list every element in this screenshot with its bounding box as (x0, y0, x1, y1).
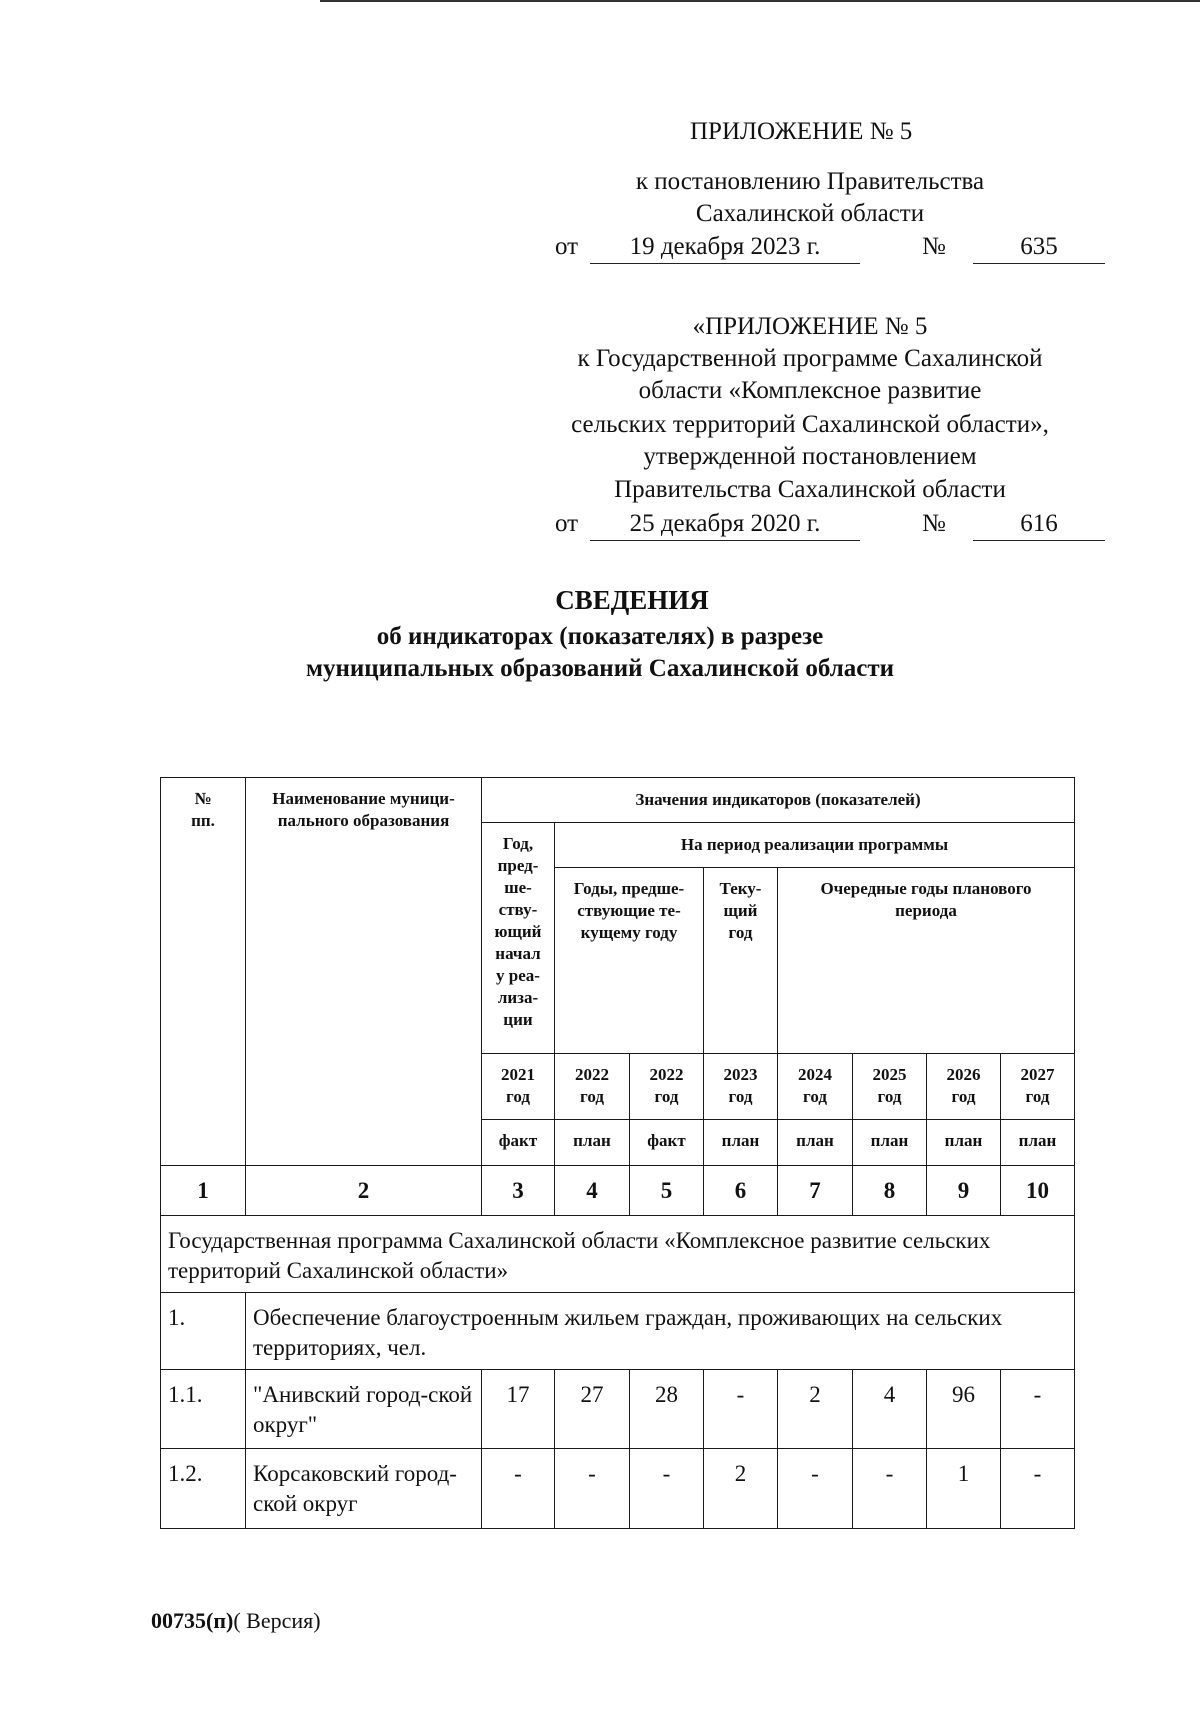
decree-date: 19 декабря 2023 г. (590, 231, 860, 264)
value-type: план (1001, 1120, 1075, 1166)
program-appendix-line-5: Правительства Сахалинской области (614, 476, 1006, 503)
col-header-base-year: Год, пред- ше- ству- ющий начал у реа- лиза- ции (482, 823, 555, 1054)
column-numbers-row (161, 1166, 1075, 1216)
row-municipality: "Анивский город-ской округ" (246, 1370, 482, 1449)
program-reference (555, 508, 1105, 542)
row-value: - (630, 1449, 704, 1529)
year-header: 2024 год (778, 1054, 853, 1120)
column-number: 2 (246, 1166, 482, 1216)
row-value: - (482, 1449, 555, 1529)
row-number: 1.2. (161, 1449, 246, 1529)
decree-number: 635 (973, 231, 1105, 264)
value-type: факт (482, 1120, 555, 1166)
value-type: план (704, 1120, 778, 1166)
col-header-indicator-values: Значения индикаторов (показателей) (482, 778, 1075, 823)
column-number: 6 (704, 1166, 778, 1216)
row-value: - (555, 1449, 630, 1529)
appendix-title: ПРИЛОЖЕНИЕ № 5 (690, 118, 913, 145)
column-number: 1 (161, 1166, 246, 1216)
year-header: 2022 год (555, 1054, 630, 1120)
date-prefix: от (555, 233, 579, 260)
program-appendix-line-4: утвержденной постановлением (643, 443, 977, 470)
col-header-program-period: На период реализации программы (555, 823, 1075, 868)
year-header: 2026 год (927, 1054, 1001, 1120)
row-value: 28 (630, 1370, 704, 1449)
year-header: 2027 год (1001, 1054, 1075, 1120)
year-header: 2022 год (630, 1054, 704, 1120)
indicators-table (160, 777, 1075, 1529)
program-row (161, 1216, 1075, 1293)
number-prefix: № (922, 233, 946, 260)
row-value: - (778, 1449, 853, 1529)
year-header: 2021 год (482, 1054, 555, 1120)
value-type: факт (630, 1120, 704, 1166)
section-name: Обеспечение благоустроенным жильем граждан, проживающих на сельских территориях, чел. (246, 1293, 1075, 1370)
row-value: 4 (853, 1370, 927, 1449)
row-value: 17 (482, 1370, 555, 1449)
column-number: 5 (630, 1166, 704, 1216)
column-number: 9 (927, 1166, 1001, 1216)
col-header-planned-years: Очередные годы планового периода (778, 868, 1075, 1054)
program-appendix-title: «ПРИЛОЖЕНИЕ № 5 (692, 313, 928, 340)
document-code-number: 00735(п) (151, 1608, 234, 1633)
value-type: план (555, 1120, 630, 1166)
row-value: 2 (778, 1370, 853, 1449)
row-value: - (704, 1370, 778, 1449)
program-number: 616 (973, 508, 1105, 541)
program-appendix-line-3: сельских территорий Сахалинской области», (571, 411, 1049, 438)
year-header: 2023 год (704, 1054, 778, 1120)
section-row (161, 1293, 1075, 1370)
row-value: 2 (704, 1449, 778, 1529)
program-date: 25 декабря 2020 г. (590, 508, 860, 541)
year-header: 2025 год (853, 1054, 927, 1120)
table-row (161, 1370, 1075, 1449)
decree-line-2: Сахалинской области (695, 200, 925, 227)
date-prefix: от (555, 510, 579, 537)
document-code-version: ( Версия) (233, 1608, 321, 1633)
row-value: 27 (555, 1370, 630, 1449)
decree-reference (555, 231, 1105, 265)
table-row (161, 1449, 1075, 1529)
section-number: 1. (161, 1293, 246, 1370)
program-appendix-line-1: к Государственной программе Сахалинской (577, 345, 1043, 372)
column-number: 4 (555, 1166, 630, 1216)
column-number: 7 (778, 1166, 853, 1216)
value-type: план (853, 1120, 927, 1166)
document-subtitle-2: муниципальных образований Сахалинской области (305, 655, 895, 682)
document-code (151, 1607, 321, 1635)
row-municipality: Корсаковский город-ской округ (246, 1449, 482, 1529)
program-name: Государственная программа Сахалинской области «Комплексное развитие сельских территорий Сахалинской области» (161, 1216, 1075, 1293)
decree-line-1: к постановлению Правительства (635, 168, 985, 195)
document-title: СВЕДЕНИЯ (555, 585, 709, 615)
number-prefix: № (922, 510, 946, 537)
value-type: план (778, 1120, 853, 1166)
col-header-number: № пп. (161, 778, 246, 1166)
row-number: 1.1. (161, 1370, 246, 1449)
row-value: 96 (927, 1370, 1001, 1449)
row-value: 1 (927, 1449, 1001, 1529)
document-subtitle-1: об индикаторах (показателях) в разрезе (376, 623, 824, 650)
program-appendix-line-2: области «Комплексное развитие (638, 377, 982, 404)
row-value: - (853, 1449, 927, 1529)
row-value: - (1001, 1449, 1075, 1529)
col-header-previous-years: Годы, предше- ствующие те- кущему году (555, 868, 704, 1054)
row-value: - (1001, 1370, 1075, 1449)
top-edge-line (320, 0, 1200, 2)
column-number: 3 (482, 1166, 555, 1216)
column-number: 8 (853, 1166, 927, 1216)
col-header-municipality: Наименование муници- пального образования (246, 778, 482, 1166)
column-number: 10 (1001, 1166, 1075, 1216)
col-header-current-year: Теку- щий год (704, 868, 778, 1054)
value-type: план (927, 1120, 1001, 1166)
